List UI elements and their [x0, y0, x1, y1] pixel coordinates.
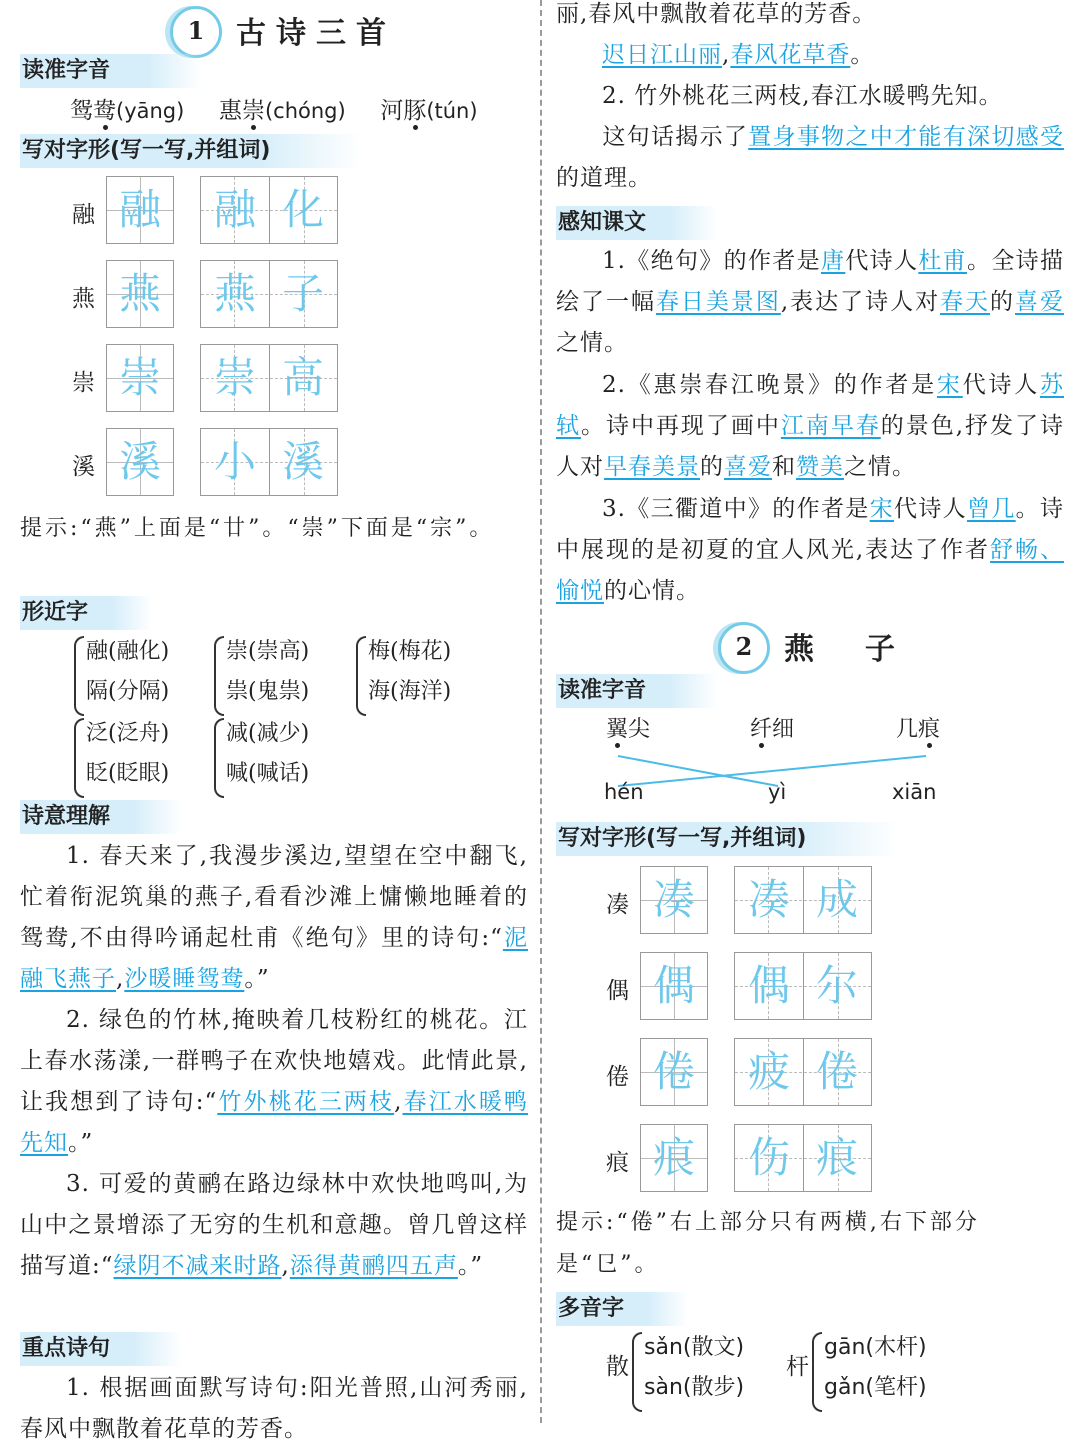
section-poly: 多音字 — [556, 1292, 688, 1326]
word-cell: 崇 高 — [200, 344, 338, 412]
match-word: 纤细 — [750, 717, 795, 742]
char-label: 偶 — [606, 978, 629, 1004]
polyphonic-item — [786, 1328, 986, 1412]
perceive-para-1: 1.《绝句》的作者是唐代诗人杜甫。全诗描绘了一幅春日美景图,表达了诗人对春天的喜爱之情。 — [556, 248, 1065, 356]
word-cell: 伤 痕 — [734, 1124, 872, 1192]
tip-text: 提示:“倦”右上部分只有两横,右下部分是“㔾”。 — [556, 1210, 980, 1277]
column-divider — [540, 0, 542, 1423]
char-label: 凑 — [606, 892, 629, 918]
lesson2-header — [718, 622, 1018, 668]
practice-cell: 崇 — [106, 344, 174, 412]
char-row — [556, 1124, 1036, 1194]
char-row — [556, 952, 1036, 1022]
pinyin-row — [70, 92, 478, 125]
polyphonic-item — [606, 1328, 806, 1412]
poly-reading: gǎn(笔杆) — [824, 1375, 927, 1400]
match-pinyin: yì — [768, 780, 787, 804]
pinyin-item: 河豚(tún) — [380, 98, 478, 124]
practice-cell: 溪 — [106, 428, 174, 496]
lesson1-header — [170, 6, 510, 52]
practice-cell: 凑 — [640, 866, 708, 934]
char-row — [20, 176, 500, 246]
matching-exercise — [556, 712, 1056, 812]
word-cell: 偶 尔 — [734, 952, 872, 1020]
lesson-number-badge: 1 — [170, 6, 222, 58]
word-cell: 小 溪 — [200, 428, 338, 496]
word-cell: 疲 倦 — [734, 1038, 872, 1106]
section-perceive: 感知课文 — [556, 206, 718, 240]
lesson-number-badge: 2 — [718, 622, 770, 674]
lesson-title: 燕 子 — [784, 632, 905, 667]
poly-char: 散 — [606, 1354, 629, 1380]
meaning-para-2: 2. 绿色的竹林,掩映着几枝粉红的桃花。江上春水荡漾,一群鸭子在欢快地嬉戏。此情此景,让我想到了诗句:“竹外桃花三两枝,春江水暖鸭先知。” — [20, 1007, 529, 1156]
poly-reading: gān(木杆) — [824, 1335, 927, 1360]
section-write: 写对字形(写一写,并组词) — [556, 822, 898, 856]
match-word: 翼尖 — [606, 717, 651, 742]
meaning-para-1: 1. 春天来了,我漫步溪边,望望在空中翻飞,忙着衔泥筑巢的燕子,看看沙滩上慵懒地睡着的鸳鸯,不由得吟诵起杜甫《绝句》里的诗句:“泥融飞燕子,沙暖睡鸳鸯。” — [20, 843, 528, 992]
practice-cell: 偶 — [640, 952, 708, 1020]
practice-cell: 倦 — [640, 1038, 708, 1106]
lesson-title: 古诗三首 — [236, 16, 396, 51]
section-read: 读准字音 — [20, 54, 202, 88]
section-meaning: 诗意理解 — [20, 800, 182, 834]
perceive-para-2: 2.《惠崇春江晚景》的作者是宋代诗人苏轼。诗中再现了画中江南早春的景色,抒发了诗人对早春美景的喜爱和赞美之情。 — [556, 372, 1065, 480]
char-row — [20, 428, 500, 498]
key-para-1-cont: 丽,春风中飘散着花草的芳香。 — [556, 1, 877, 27]
word-cell: 凑 成 — [734, 866, 872, 934]
section-key: 重点诗句 — [20, 1332, 182, 1366]
workbook-page: 1 古诗三首 读准字音 鸳鸯(yāng) 惠崇(chóng) 河豚(tún) 写对字形(写一写,并组词) 融 融 融 化 燕 燕 燕 子 崇 崇 崇 高 溪 溪 小 溪 提示:“燕”上面是“廿”。“崇”下面是“宗”。 形近字 融(融化) 隔(分隔) 崇(崇高) 祟(鬼祟) 梅(梅花) 海(海洋) 泛(泛舟) 眨(眨眼) 减(减少) 喊(喊话) 诗意理解 1. 春天来了,我漫步溪边,望望在空中翻飞,忙着衔泥筑巢的燕子,看看沙滩上慵懒地睡着的鸳鸯,不由得吟诵起杜甫《绝句》里的诗句:“泥融飞燕子,沙暖睡鸳鸯。” 2. 绿色的竹林,掩映着几枝粉红的桃花。江上春水荡漾,一群鸭子在欢快地嬉戏。此情此景,让我想到了诗句:“竹外桃花三两枝,春江水暖鸭先知。” 3. 可爱的黄鹂在路边绿林中欢快地鸣叫,为山中之景增添了无穷的生机和意趣。曾几曾这样描写道:“绿阴不减来时路,添得黄鹂四五声。” 重点诗句 1. 根据画面默写诗句:阳光普照,山河秀丽,春风中飘散着花草的芳香。 丽,春风中飘散着花草的芳香。 迟日江山丽,春风花草香。 2. 竹外桃花三两枝,春江水暖鸭先知。 这句话揭示了置身事物之中才能有深切感受的道理。 感知课文 1.《绝句》的作者是唐代诗人杜甫。全诗描绘了一幅春日美景图,表达了诗人对春天的喜爱之情。 2.《惠崇春江晚景》的作者是宋代诗人苏轼。诗中再现了画中江南早春的景色,抒发了诗人对早春美景的喜爱和赞美之情。 3.《三衢道中》的作者是宋代诗人曾几。诗中展现的是初夏的宜人风光,表达了作者舒畅、愉悦的心情。 2 燕 子 读准字音 翼尖 纤细 几痕 hén yì xiān 写对字形(写一写,并组词) 凑 凑 凑 成 偶 偶 偶 尔 倦 倦 疲 倦 痕 痕 伤 痕 提示:“倦”右上部分只有两横,右下部分是“㔾”。 多音字 散 sǎn(散文) sàn(散步) 杆 gān(木杆) gǎn(笔杆) — [0, 0, 1080, 1423]
poly-char: 杆 — [786, 1354, 809, 1380]
char-label: 崇 — [72, 370, 95, 396]
practice-cell: 燕 — [106, 260, 174, 328]
poly-reading: sàn(散步) — [644, 1375, 745, 1400]
practice-cell: 融 — [106, 176, 174, 244]
poly-reading: sǎn(散文) — [644, 1335, 745, 1360]
match-pinyin: hén — [604, 780, 644, 804]
char-label: 痕 — [606, 1150, 629, 1176]
key-para-1: 1. 根据画面默写诗句:阳光普照,山河秀丽,春风中飘散着花草的芳香。 — [20, 1375, 528, 1442]
key-para-2-answer: 这句话揭示了置身事物之中才能有深切感受的道理。 — [556, 124, 1065, 191]
key-answer-1: 迟日江山丽,春风花草香。 — [602, 42, 875, 68]
char-row — [556, 1038, 1036, 1108]
char-row — [20, 260, 500, 330]
char-row — [556, 866, 1036, 936]
section-write: 写对字形(写一写,并组词) — [20, 134, 362, 168]
section-similar: 形近字 — [20, 596, 152, 630]
word-cell: 融 化 — [200, 176, 338, 244]
match-word: 几痕 — [896, 717, 941, 742]
pinyin-item: 惠崇(chóng) — [218, 98, 346, 124]
section-read: 读准字音 — [556, 674, 718, 708]
char-label: 燕 — [72, 286, 95, 312]
meaning-para-3: 3. 可爱的黄鹂在路边绿林中欢快地鸣叫,为山中之景增添了无穷的生机和意趣。曾几曾这样描写道:“绿阴不减来时路,添得黄鹂四五声。” — [20, 1171, 528, 1279]
match-pinyin: xiān — [892, 780, 937, 804]
word-cell: 燕 子 — [200, 260, 338, 328]
char-label: 溪 — [72, 454, 95, 480]
char-row — [20, 344, 500, 414]
char-label: 倦 — [606, 1064, 629, 1090]
key-para-2: 2. 竹外桃花三两枝,春江水暖鸭先知。 — [602, 83, 1003, 109]
practice-cell: 痕 — [640, 1124, 708, 1192]
perceive-para-3: 3.《三衢道中》的作者是宋代诗人曾几。诗中展现的是初夏的宜人风光,表达了作者舒畅、愉悦的心情。 — [556, 496, 1065, 604]
pinyin-item: 鸳鸯(yāng) — [70, 98, 185, 124]
char-label: 融 — [72, 202, 95, 228]
tip-text: 提示:“燕”上面是“廿”。“崇”下面是“宗”。 — [20, 516, 495, 541]
